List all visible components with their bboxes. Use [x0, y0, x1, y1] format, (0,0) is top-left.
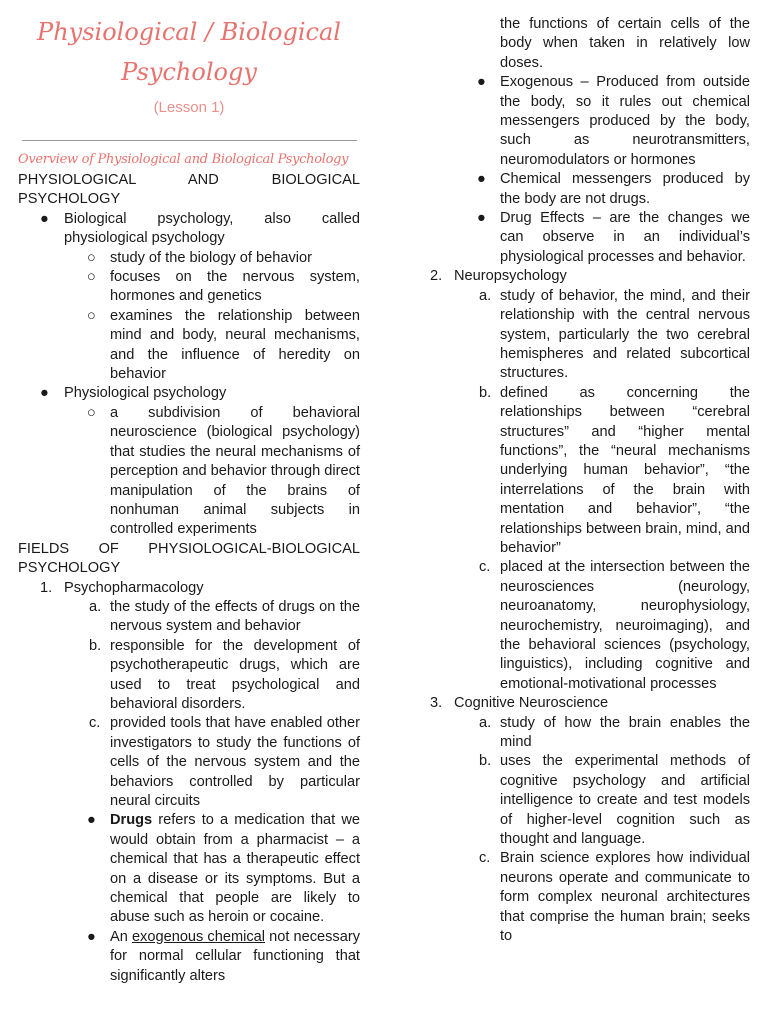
- list-item-text: refers to a medication that we would obtain from a pharmacist – a chemical that has a therapeutic effect on a disease or its symptoms. But a chemical that people are likely to abuse such as heroin or cocaine.: [110, 812, 360, 926]
- numbered-item: [18, 579, 360, 598]
- lettered-item-text: placed at the intersection between the neurosciences (neurology, neuroanatomy, neurophysiology, neurochemistry, neuroimaging), and the behavioral sciences (psychology, linguistics), including cognitive and emotional-motivational processes: [500, 559, 750, 692]
- numbered-item-text: Cognitive Neuroscience: [454, 695, 609, 712]
- lettered-item: [18, 637, 360, 715]
- list-item: [18, 928, 360, 986]
- list-item-text: not necessary for normal cellular functioning that significantly alters: [110, 928, 360, 984]
- bullet-marker: ●: [87, 812, 96, 829]
- list-item-text: focuses on the nervous system, hormones and genetics: [110, 269, 360, 305]
- lettered-item: [408, 287, 750, 384]
- lettered-item: [408, 752, 750, 849]
- list-item: [18, 307, 360, 385]
- list-item: [18, 249, 360, 268]
- lettered-item-text: defined as concerning the relationships between “cerebral structures” and “higher mental functions”, the “neural mechanisms underlying human behavior”, “the interrelations of the brain with mentation and behavior”, “the relationships between brain, mind, and behavior”: [500, 384, 750, 556]
- right-column: [408, 15, 750, 947]
- lettered-item-text: study of how the brain enables the mind: [500, 714, 750, 751]
- section-heading-physiological: PHYSIOLOGICAL AND BIOLOGICAL PSYCHOLOGY: [18, 172, 360, 208]
- number-marker: 1.: [40, 579, 53, 596]
- bullet-marker: ●: [87, 928, 96, 945]
- letter-marker: b.: [479, 753, 492, 770]
- lesson-label: (Lesson 1): [153, 99, 225, 116]
- lettered-item: [18, 714, 360, 811]
- drugs-term: Drugs: [110, 812, 153, 829]
- list-item-text: An: [110, 928, 132, 945]
- lettered-item-text: responsible for the development of psychotherapeutic drugs, which are used to treat psychological and behavioral disorders.: [110, 637, 360, 712]
- document-title-line1: Physiological / Biological: [37, 18, 341, 46]
- numbered-item: [408, 267, 750, 286]
- letter-marker: c.: [89, 715, 101, 732]
- list-item: [18, 384, 360, 403]
- circle-marker: ○: [87, 269, 96, 286]
- list-item-text: Exogenous – Produced from outside the body, so it rules out chemical messengers produced by the body, such as neurotransmitters, neuromodulators or hormones: [500, 74, 750, 168]
- bullet-marker: ●: [477, 171, 486, 188]
- circle-marker: ○: [87, 404, 96, 421]
- left-column: [18, 171, 360, 986]
- list-item: [408, 73, 750, 170]
- document-title-line2: Psychology: [121, 58, 257, 86]
- lettered-item-text: Brain science explores how individual neurons operate and communicate to form complex neuronal architectures that comprise the human brain; seeks to: [500, 850, 750, 945]
- list-item: [18, 210, 360, 249]
- lettered-item-text: provided tools that have enabled other investigators to study the functions of cells of the nervous system and the behaviors controlled by particular neural circuits: [110, 715, 360, 809]
- list-item-text: examines the relationship between mind and body, neural mechanisms, and the influence of heredity on behavior: [110, 307, 360, 383]
- numbered-item-text: Psychopharmacology: [64, 579, 204, 596]
- numbered-item: [408, 694, 750, 713]
- lettered-item: [408, 558, 750, 694]
- letter-marker: a.: [479, 287, 492, 304]
- list-item-text: Drug Effects – are the changes we can observe in an individual’s physiological processes and behavior.: [500, 210, 750, 265]
- bullet-marker: ●: [477, 210, 486, 227]
- letter-marker: a.: [479, 714, 492, 731]
- number-marker: 3.: [430, 695, 443, 712]
- section-heading-fields: FIELDS OF PHYSIOLOGICAL-BIOLOGICAL PSYCHOLOGY: [18, 540, 360, 577]
- list-item-text: Chemical messengers produced by the body are not drugs.: [500, 171, 750, 207]
- lettered-item: [408, 714, 750, 753]
- title-divider: [22, 140, 357, 141]
- list-item: [408, 209, 750, 267]
- lettered-item: [18, 598, 360, 637]
- letter-marker: b.: [479, 384, 492, 401]
- list-item: [18, 268, 360, 307]
- list-item: [18, 811, 360, 927]
- list-item-text: study of the biology of behavior: [110, 249, 313, 266]
- circle-marker: ○: [87, 249, 96, 266]
- lettered-item-text: the study of the effects of drugs on the nervous system and behavior: [110, 598, 360, 635]
- number-marker: 2.: [430, 268, 443, 285]
- list-item-text: Physiological psychology: [64, 385, 227, 402]
- list-item: [18, 404, 360, 540]
- circle-marker: ○: [87, 307, 96, 324]
- bullet-marker: ●: [40, 385, 49, 402]
- overview-subheading: Overview of Physiological and Biological Psychology: [18, 152, 349, 167]
- letter-marker: a.: [89, 598, 102, 615]
- letter-marker: c.: [479, 559, 491, 576]
- lettered-item: [408, 384, 750, 559]
- letter-marker: c.: [479, 850, 491, 867]
- lettered-item-text: study of behavior, the mind, and their relationship with the central nervous system, particularly the two cerebral hemispheres and related subcortical structures.: [500, 287, 750, 382]
- list-item-text: a subdivision of behavioral neuroscience (biological psychology) that studies the neural mechanisms of perception and behavior through direct manipulation of the brains of nonhuman animal subjects in controlled experiments: [110, 404, 360, 538]
- list-item-text: Biological psychology, also called physiological psychology: [64, 210, 360, 247]
- exogenous-chemical-term: exogenous chemical: [131, 928, 266, 945]
- lettered-item-text: uses the experimental methods of cognitive psychology and artificial intelligence to create and test models of higher-level cognition such as thought and language.: [500, 753, 750, 848]
- letter-marker: b.: [89, 637, 102, 654]
- list-item-continuation: the functions of certain cells of the body when taken in relatively low doses.: [500, 16, 750, 71]
- numbered-item-text: Neuropsychology: [454, 268, 567, 285]
- bullet-marker: ●: [40, 210, 49, 227]
- bullet-marker: ●: [477, 74, 486, 91]
- lettered-item: [408, 849, 750, 946]
- list-item: [408, 170, 750, 209]
